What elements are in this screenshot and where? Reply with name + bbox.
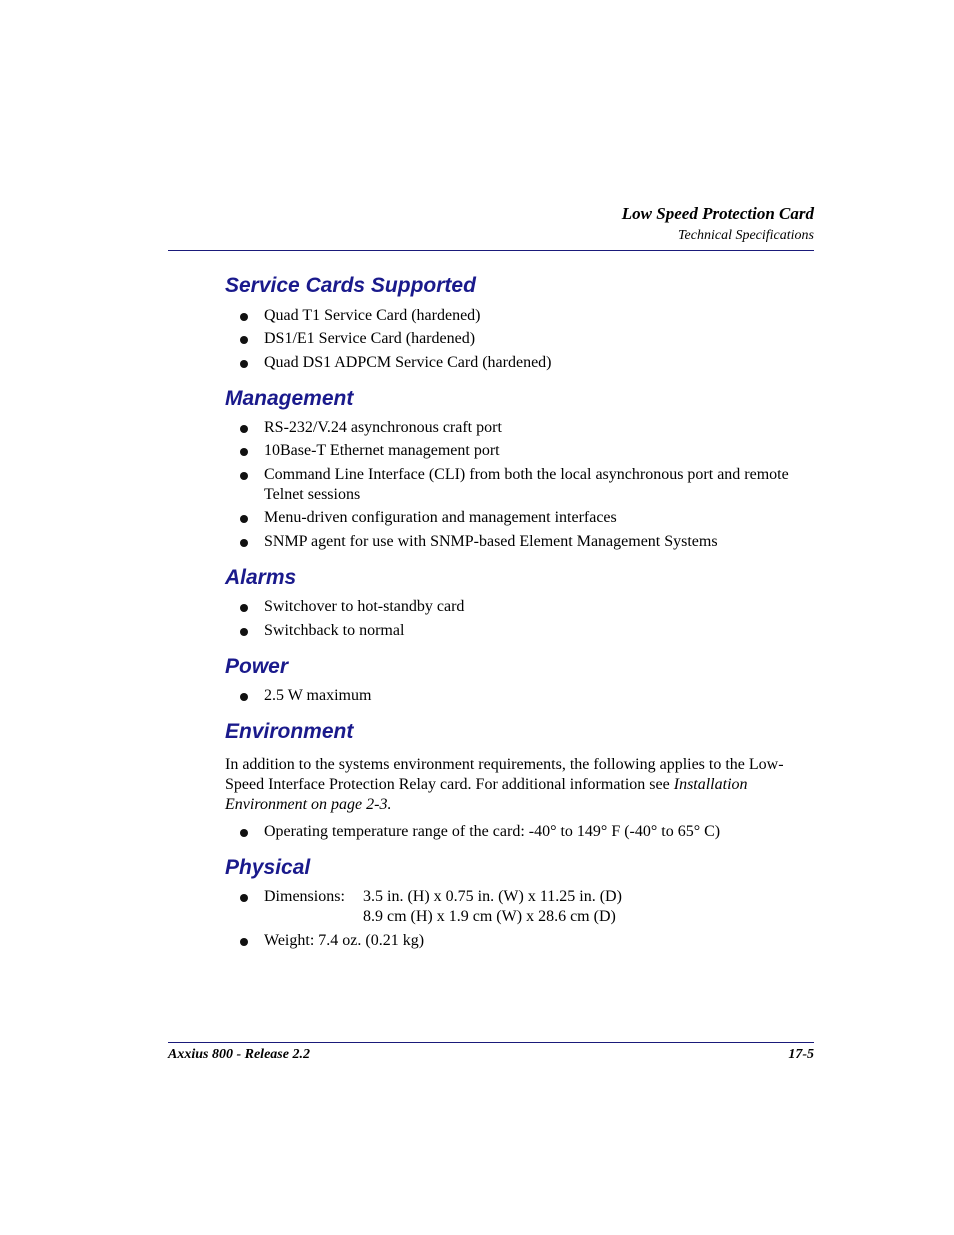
list-item: Operating temperature range of the card: -40° to 149° F (-40° to 65° C) xyxy=(240,822,820,842)
list-item: Quad T1 Service Card (hardened) xyxy=(240,306,820,326)
section-heading-service-cards: Service Cards Supported xyxy=(225,274,476,297)
list-item: Menu-driven configuration and management interfaces xyxy=(240,508,820,528)
list-item: RS-232/V.24 asynchronous craft port xyxy=(240,418,820,438)
bullet-icon xyxy=(240,938,248,946)
bullet-icon xyxy=(240,425,248,433)
section-heading-management: Management xyxy=(225,387,354,410)
list-item: 2.5 W maximum xyxy=(240,686,820,706)
footer-rule xyxy=(168,1042,814,1043)
bullet-icon xyxy=(240,515,248,523)
bullet-icon xyxy=(240,472,248,480)
section-heading-environment: Environment xyxy=(225,720,354,743)
bullet-icon xyxy=(240,829,248,837)
list-item: Switchback to normal xyxy=(240,621,820,641)
list-item: 10Base-T Ethernet management port xyxy=(240,441,820,461)
bullet-icon xyxy=(240,360,248,368)
bullet-icon xyxy=(240,693,248,701)
bullet-icon xyxy=(240,336,248,344)
dimensions-imperial: 3.5 in. (H) x 0.75 in. (W) x 11.25 in. (D) xyxy=(363,888,622,905)
bullet-icon xyxy=(240,448,248,456)
running-header-title: Low Speed Protection Card xyxy=(621,204,814,223)
list-item: Command Line Interface (CLI) from both the local asynchronous port and remote Telnet sessions xyxy=(240,465,820,505)
bullet-icon xyxy=(240,539,248,547)
list-item: Weight: 7.4 oz. (0.21 kg) xyxy=(240,931,820,951)
section-heading-alarms: Alarms xyxy=(225,566,297,589)
environment-paragraph: In addition to the systems environment requirements, the following applies to the Low-Speed Interface Protection Relay card. For additional information see Installation Environment on page 2-3. xyxy=(225,756,784,813)
cross-reference-link[interactable]: Installation Environment on page 2-3 xyxy=(225,776,748,813)
dimensions-metric: 8.9 cm (H) x 1.9 cm (W) x 28.6 cm (D) xyxy=(363,908,616,925)
bullet-icon xyxy=(240,894,248,902)
running-header-subtitle: Technical Specifications xyxy=(678,228,814,243)
footer-page-number: 17-5 xyxy=(788,1047,814,1062)
section-heading-power: Power xyxy=(225,655,289,678)
list-item: SNMP agent for use with SNMP-based Element Management Systems xyxy=(240,532,820,552)
bullet-icon xyxy=(240,313,248,321)
bullet-icon xyxy=(240,604,248,612)
list-item: Switchover to hot-standby card xyxy=(240,597,820,617)
list-item-dimensions: Dimensions: 3.5 in. (H) x 0.75 in. (W) x 11.25 in. (D) 8.9 cm (H) x 1.9 cm (W) x 28.6 cm (D) xyxy=(240,887,820,929)
list-item: DS1/E1 Service Card (hardened) xyxy=(240,329,820,349)
list-item: Quad DS1 ADPCM Service Card (hardened) xyxy=(240,353,820,373)
footer-product-release: Axxius 800 - Release 2.2 xyxy=(168,1047,310,1062)
section-heading-physical: Physical xyxy=(225,856,311,879)
bullet-icon xyxy=(240,628,248,636)
header-rule xyxy=(168,250,814,251)
